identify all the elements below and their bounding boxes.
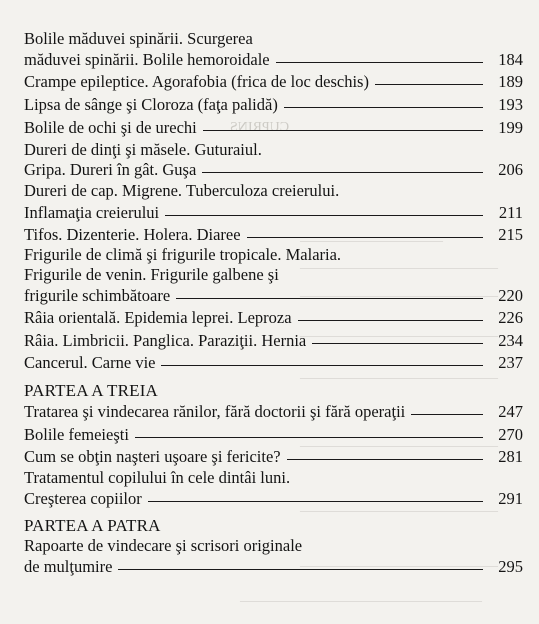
toc-entry[interactable] bbox=[24, 557, 523, 577]
dot-leader bbox=[312, 343, 483, 344]
dot-leader bbox=[287, 459, 483, 460]
toc-entry-line bbox=[24, 468, 523, 488]
toc-entry-title: Tratamentul copilului în cele dintâi luni. bbox=[24, 468, 291, 487]
toc-entry-title: Dureri de cap. Migrene. Tuberculoza creierului. bbox=[24, 181, 340, 200]
section-heading bbox=[24, 381, 523, 401]
dot-leader bbox=[375, 84, 483, 85]
toc-page-number: 189 bbox=[498, 72, 523, 91]
section-title: PARTEA A TREIA bbox=[24, 381, 159, 400]
toc-entry[interactable] bbox=[24, 95, 523, 115]
bleed-through-text: —————————————————— bbox=[300, 330, 498, 342]
toc-entry[interactable] bbox=[24, 447, 523, 467]
toc-page-number: 247 bbox=[498, 402, 523, 421]
toc-page-number: 215 bbox=[498, 225, 523, 244]
dot-leader bbox=[161, 365, 483, 366]
bleed-through-text: —————————————————————— bbox=[240, 595, 482, 607]
bleed-through-text: CUPRINS bbox=[230, 120, 290, 135]
dot-leader bbox=[148, 501, 483, 502]
dot-leader bbox=[118, 569, 483, 570]
dot-leader bbox=[202, 172, 483, 173]
toc-entry-line bbox=[24, 245, 523, 265]
toc-entry[interactable] bbox=[24, 203, 523, 223]
toc-entry[interactable] bbox=[24, 118, 523, 138]
toc-entry-title: Cancerul. Carne vie bbox=[24, 353, 156, 372]
toc-entry[interactable] bbox=[24, 331, 523, 351]
bleed-through-text: —————————————————— bbox=[300, 440, 498, 452]
bleed-through-text: —————————————————— bbox=[300, 290, 498, 302]
dot-leader bbox=[284, 107, 483, 108]
toc-page-number: 237 bbox=[498, 353, 523, 372]
toc-entry[interactable] bbox=[24, 160, 523, 180]
bleed-through-text: ————————————— bbox=[300, 235, 443, 247]
bleed-through-text: —————————————————— bbox=[300, 262, 498, 274]
toc-entry-line bbox=[24, 140, 523, 160]
toc-page-number: 270 bbox=[498, 425, 523, 444]
toc-entry-title: Frigurile de venin. Frigurile galbene şi bbox=[24, 265, 279, 284]
toc-entry-title: Crampe epileptice. Agorafobia (frica de loc deschis) bbox=[24, 72, 369, 91]
toc-entry-title: frigurile schimbătoare bbox=[24, 286, 171, 305]
toc-entry-title: Râia orientală. Epidemia leprei. Leproza bbox=[24, 308, 292, 327]
dot-leader bbox=[135, 437, 483, 438]
toc-entry-title: Dureri de dinţi şi măsele. Guturaiul. bbox=[24, 140, 262, 159]
toc-entry-title: Lipsa de sânge şi Cloroza (faţa palidă) bbox=[24, 95, 278, 114]
dot-leader bbox=[165, 215, 483, 216]
dot-leader bbox=[298, 320, 483, 321]
toc-entry[interactable] bbox=[24, 402, 523, 422]
toc-entry-title: de mulţumire bbox=[24, 557, 113, 576]
toc-entry-title: Gripa. Dureri în gât. Guşa bbox=[24, 160, 197, 179]
toc-entry[interactable] bbox=[24, 489, 523, 509]
toc-page-number: 184 bbox=[498, 50, 523, 69]
toc-page-number: 291 bbox=[498, 489, 523, 508]
toc-entry[interactable] bbox=[24, 225, 523, 245]
toc-entry[interactable] bbox=[24, 72, 523, 92]
toc-page-number: 220 bbox=[498, 286, 523, 305]
toc-entry[interactable] bbox=[24, 286, 523, 306]
toc-entry-line bbox=[24, 536, 523, 556]
dot-leader bbox=[247, 237, 483, 238]
toc-entry-title: Frigurile de climă şi frigurile tropicale. Malaria. bbox=[24, 245, 342, 264]
toc-page-number: 199 bbox=[498, 118, 523, 137]
toc-page-number: 295 bbox=[498, 557, 523, 576]
toc-page-number: 226 bbox=[498, 308, 523, 327]
toc-entry[interactable] bbox=[24, 50, 523, 70]
section-heading bbox=[24, 516, 523, 536]
bleed-through-text: —————————————————— bbox=[300, 372, 498, 384]
toc-entry[interactable] bbox=[24, 308, 523, 328]
dot-leader bbox=[176, 298, 483, 299]
dot-leader bbox=[203, 130, 483, 131]
toc-page-number: 234 bbox=[498, 331, 523, 350]
toc-entry-title: Tratarea şi vindecarea rănilor, fără doctorii şi fără operaţii bbox=[24, 402, 406, 421]
toc-entry-title: Rapoarte de vindecare şi scrisori originale bbox=[24, 536, 303, 555]
toc-entry-title: Inflamaţia creierului bbox=[24, 203, 160, 222]
bleed-through-text: —————————————————— bbox=[300, 505, 498, 517]
toc-entry-title: Tifos. Dizenterie. Holera. Diaree bbox=[24, 225, 241, 244]
toc-page-number: 281 bbox=[498, 447, 523, 466]
toc-entry-title: măduvei spinării. Bolile hemoroidale bbox=[24, 50, 270, 69]
dot-leader bbox=[276, 62, 483, 63]
toc-entry-title: Bolile măduvei spinării. Scurgerea bbox=[24, 29, 253, 48]
toc-entry-title: Bolile femeieşti bbox=[24, 425, 129, 444]
toc-entry[interactable] bbox=[24, 425, 523, 445]
toc-entry-line bbox=[24, 181, 523, 201]
toc-page-number: 193 bbox=[498, 95, 523, 114]
toc-entry-line bbox=[24, 265, 523, 285]
toc-entry-title: Creşterea copiilor bbox=[24, 489, 142, 508]
toc-entry[interactable] bbox=[24, 353, 523, 373]
section-title: PARTEA A PATRA bbox=[24, 516, 161, 535]
toc-page-number: 206 bbox=[498, 160, 523, 179]
dot-leader bbox=[411, 414, 483, 415]
toc-entry-title: Râia. Limbricii. Panglica. Paraziţii. Hernia bbox=[24, 331, 307, 350]
bleed-through-text: —————————————————— bbox=[300, 560, 498, 572]
toc-entry-line bbox=[24, 29, 523, 49]
toc-page-number: 211 bbox=[498, 203, 523, 222]
toc-entry-title: Bolile de ochi şi de urechi bbox=[24, 118, 197, 137]
toc-entry-title: Cum se obţin naşteri uşoare şi fericite? bbox=[24, 447, 281, 466]
